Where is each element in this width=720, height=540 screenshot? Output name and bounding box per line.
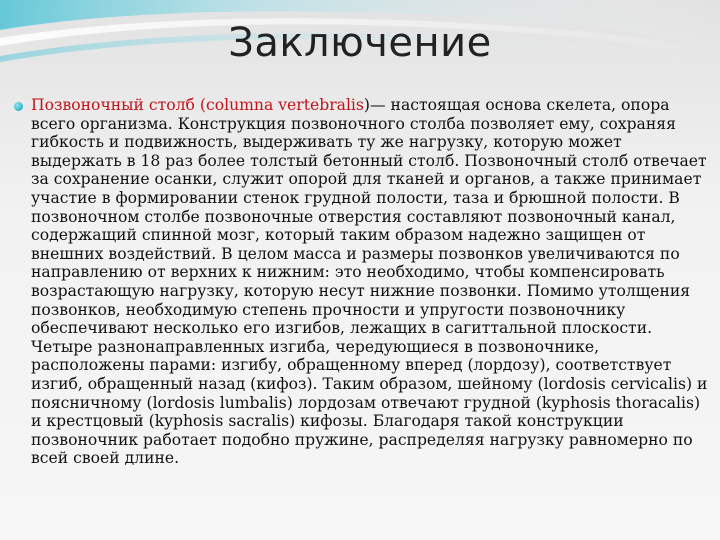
- content-area: [14, 96, 714, 468]
- body-paragraph: [31, 96, 713, 468]
- bullet-item: [14, 96, 714, 468]
- body-text: )— настоящая основа скелета, опора всего организма. Конструкция позвоночного столба позволяет ему, сохраняя гибкость и подвижность, выдерживать ту же нагрузку, которую может выдержать в 18 раз более толстый бетонный столб. Позвоночный столб отвечает за сохранение осанки, служит опорой для тканей и органов, а также принимает участие в формировании стенок грудной полости, таза и брюшной полости. В позвоночном столбе позвоночные отверстия составляют позвоночный канал, содержащий спинной мозг, который таким образом надежно защищен от внешних воздействий. В целом масса и размеры позвонков увеличиваются по направлению от верхних к нижним: это необходимо, чтобы компенсировать возрастающую нагрузку, которую несут нижние позвонки. Помимо утолщения позвонков, необходимую степень прочности и упругости позвоночнику обеспечивают несколько его изгибов, лежащих в сагиттальной плоскости. Четыре разнонаправленных изгиба, чередующиеся в позвоночнике, расположены парами: изгибу, обращенному вперед (лордозу), соответствует изгиб, обращенный назад (кифоз). Таким образом, шейному (lordosis cervicalis) и поясничному (lordosis lumbalis) лордозам отвечают грудной (kyphosis thoracalis) и крестцовый (kyphosis sacralis) кифозы. Благодаря такой конструкции позвоночник работает подобно пружине, распределяя нагрузку равномерно по всей своей длине.: [31, 96, 708, 468]
- bullet-dot-icon: [14, 102, 23, 111]
- slide-title: Заключение: [228, 20, 492, 66]
- highlighted-term: Позвоночный столб (columna vertebralis: [31, 96, 364, 114]
